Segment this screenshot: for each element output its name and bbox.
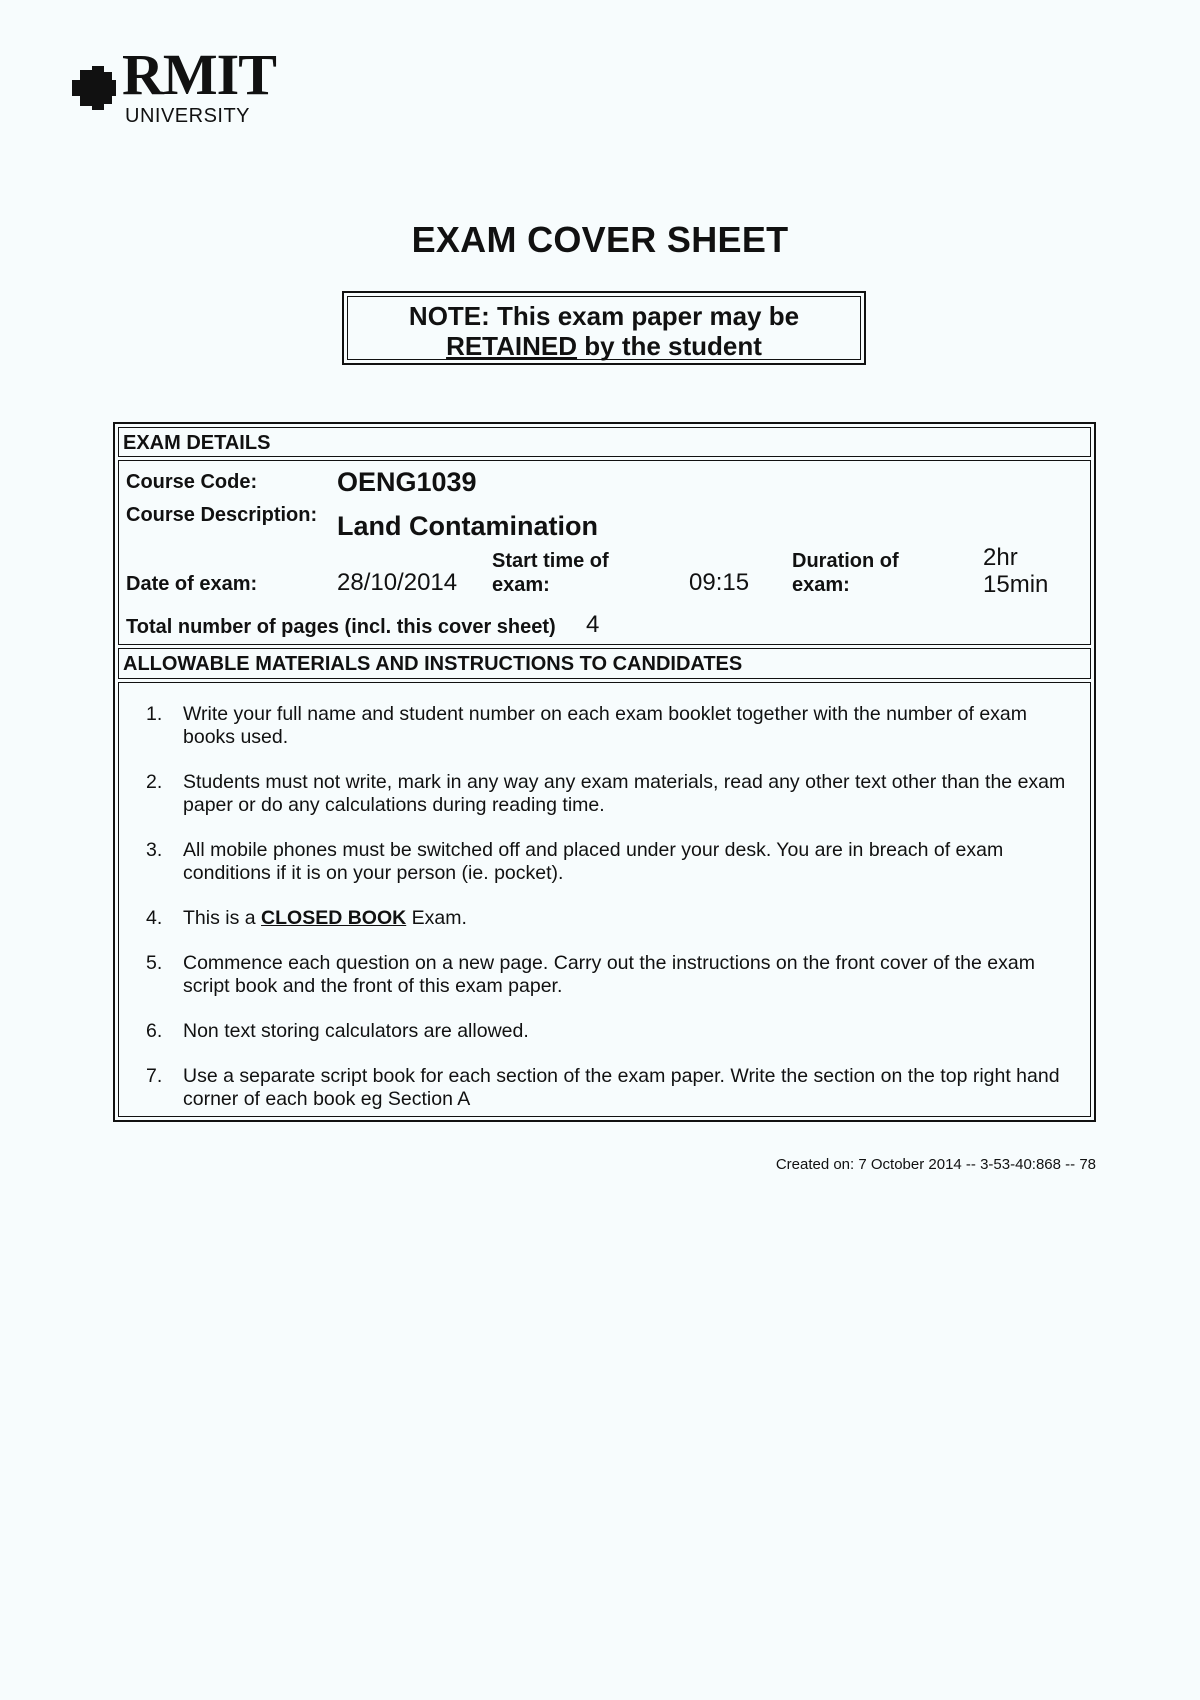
instruction-number: 6. xyxy=(146,1020,163,1042)
instruction-text: Commence each question on a new page. Carry out the instructions on the front cover of the exam script book and the front of this exam paper. xyxy=(183,952,1035,997)
total-pages-label: Total number of pages (incl. this cover sheet) xyxy=(126,616,556,638)
exam-info-section xyxy=(118,460,1091,645)
exam-details-table xyxy=(113,422,1096,1122)
logo-subtitle: UNIVERSITY xyxy=(125,105,251,127)
instruction-item xyxy=(119,1065,1090,1111)
retention-note-text xyxy=(347,296,861,360)
instruction-text: Use a separate script book for each section of the exam paper. Write the section on the top right hand corner of each book eg Section A xyxy=(183,1065,1060,1110)
start-time-label-1: Start time of xyxy=(492,550,609,572)
logo-wordmark: RMIT xyxy=(122,42,276,107)
instruction-number: 1. xyxy=(146,703,163,725)
instruction-text: Students must not write, mark in any way any exam materials, read any other text other than the exam paper or do any calculations during reading time. xyxy=(183,771,1066,816)
exam-date-value: 28/10/2014 xyxy=(337,569,458,596)
note-line-1: NOTE: This exam paper may be xyxy=(408,301,800,331)
instructions-section xyxy=(118,682,1091,1117)
page-title: EXAM COVER SHEET xyxy=(411,219,789,260)
instruction-number: 7. xyxy=(146,1065,163,1087)
note-line-2 xyxy=(348,331,860,361)
duration-value-line-2: 15min xyxy=(983,571,1049,598)
exam-date-label: Date of exam: xyxy=(126,573,258,595)
instruction-item xyxy=(119,1020,1090,1043)
instruction-item xyxy=(119,703,1090,749)
start-time-label-2: exam: xyxy=(492,574,550,596)
exam-details-header xyxy=(118,427,1091,457)
instruction-text: Non text storing calculators are allowed. xyxy=(183,1020,529,1042)
rmit-pixel-mark-icon xyxy=(64,60,120,116)
instructions-list xyxy=(119,703,1090,1133)
course-code-label: Course Code: xyxy=(126,471,258,493)
instruction-number: 3. xyxy=(146,839,163,861)
instruction-text-pre: This is a xyxy=(183,907,262,929)
duration-label-2: exam: xyxy=(792,574,850,596)
instruction-number: 5. xyxy=(146,952,163,974)
instructions-heading: ALLOWABLE MATERIALS AND INSTRUCTIONS TO CANDIDATES xyxy=(123,653,743,675)
course-code-value: OENG1039 xyxy=(337,467,477,497)
exam-details-heading: EXAM DETAILS xyxy=(123,432,271,454)
duration-label-1: Duration of xyxy=(792,550,899,572)
closed-book-emphasis: CLOSED BOOK xyxy=(261,907,407,929)
instruction-item xyxy=(119,907,1090,930)
created-on-footer: Created on: 7 October 2014 -- 3-53-40:868 -- 78 xyxy=(775,1156,1096,1173)
start-time-value: 09:15 xyxy=(689,569,750,596)
instruction-number: 4. xyxy=(146,907,163,929)
total-pages-value: 4 xyxy=(586,611,600,638)
instruction-item xyxy=(119,839,1090,885)
retention-note xyxy=(342,291,866,365)
note-line-2-rest: by the student xyxy=(577,331,762,361)
instruction-number: 2. xyxy=(146,771,163,793)
course-description-value: Land Contamination xyxy=(337,511,598,541)
note-retained-word: RETAINED xyxy=(446,331,578,361)
instruction-text: Write your full name and student number on each exam booklet together with the number of exam books used. xyxy=(183,703,1028,748)
instruction-item xyxy=(119,771,1090,817)
course-description-label: Course Description: xyxy=(126,504,318,526)
instruction-text-post: Exam. xyxy=(406,907,467,929)
rmit-logo xyxy=(64,42,294,128)
instruction-text: All mobile phones must be switched off and placed under your desk. You are in breach of exam conditions if it is on your person (ie. pocket). xyxy=(183,839,1004,884)
instruction-item xyxy=(119,952,1090,998)
duration-value-line-1: 2hr xyxy=(983,544,1018,571)
instructions-header xyxy=(118,648,1091,679)
